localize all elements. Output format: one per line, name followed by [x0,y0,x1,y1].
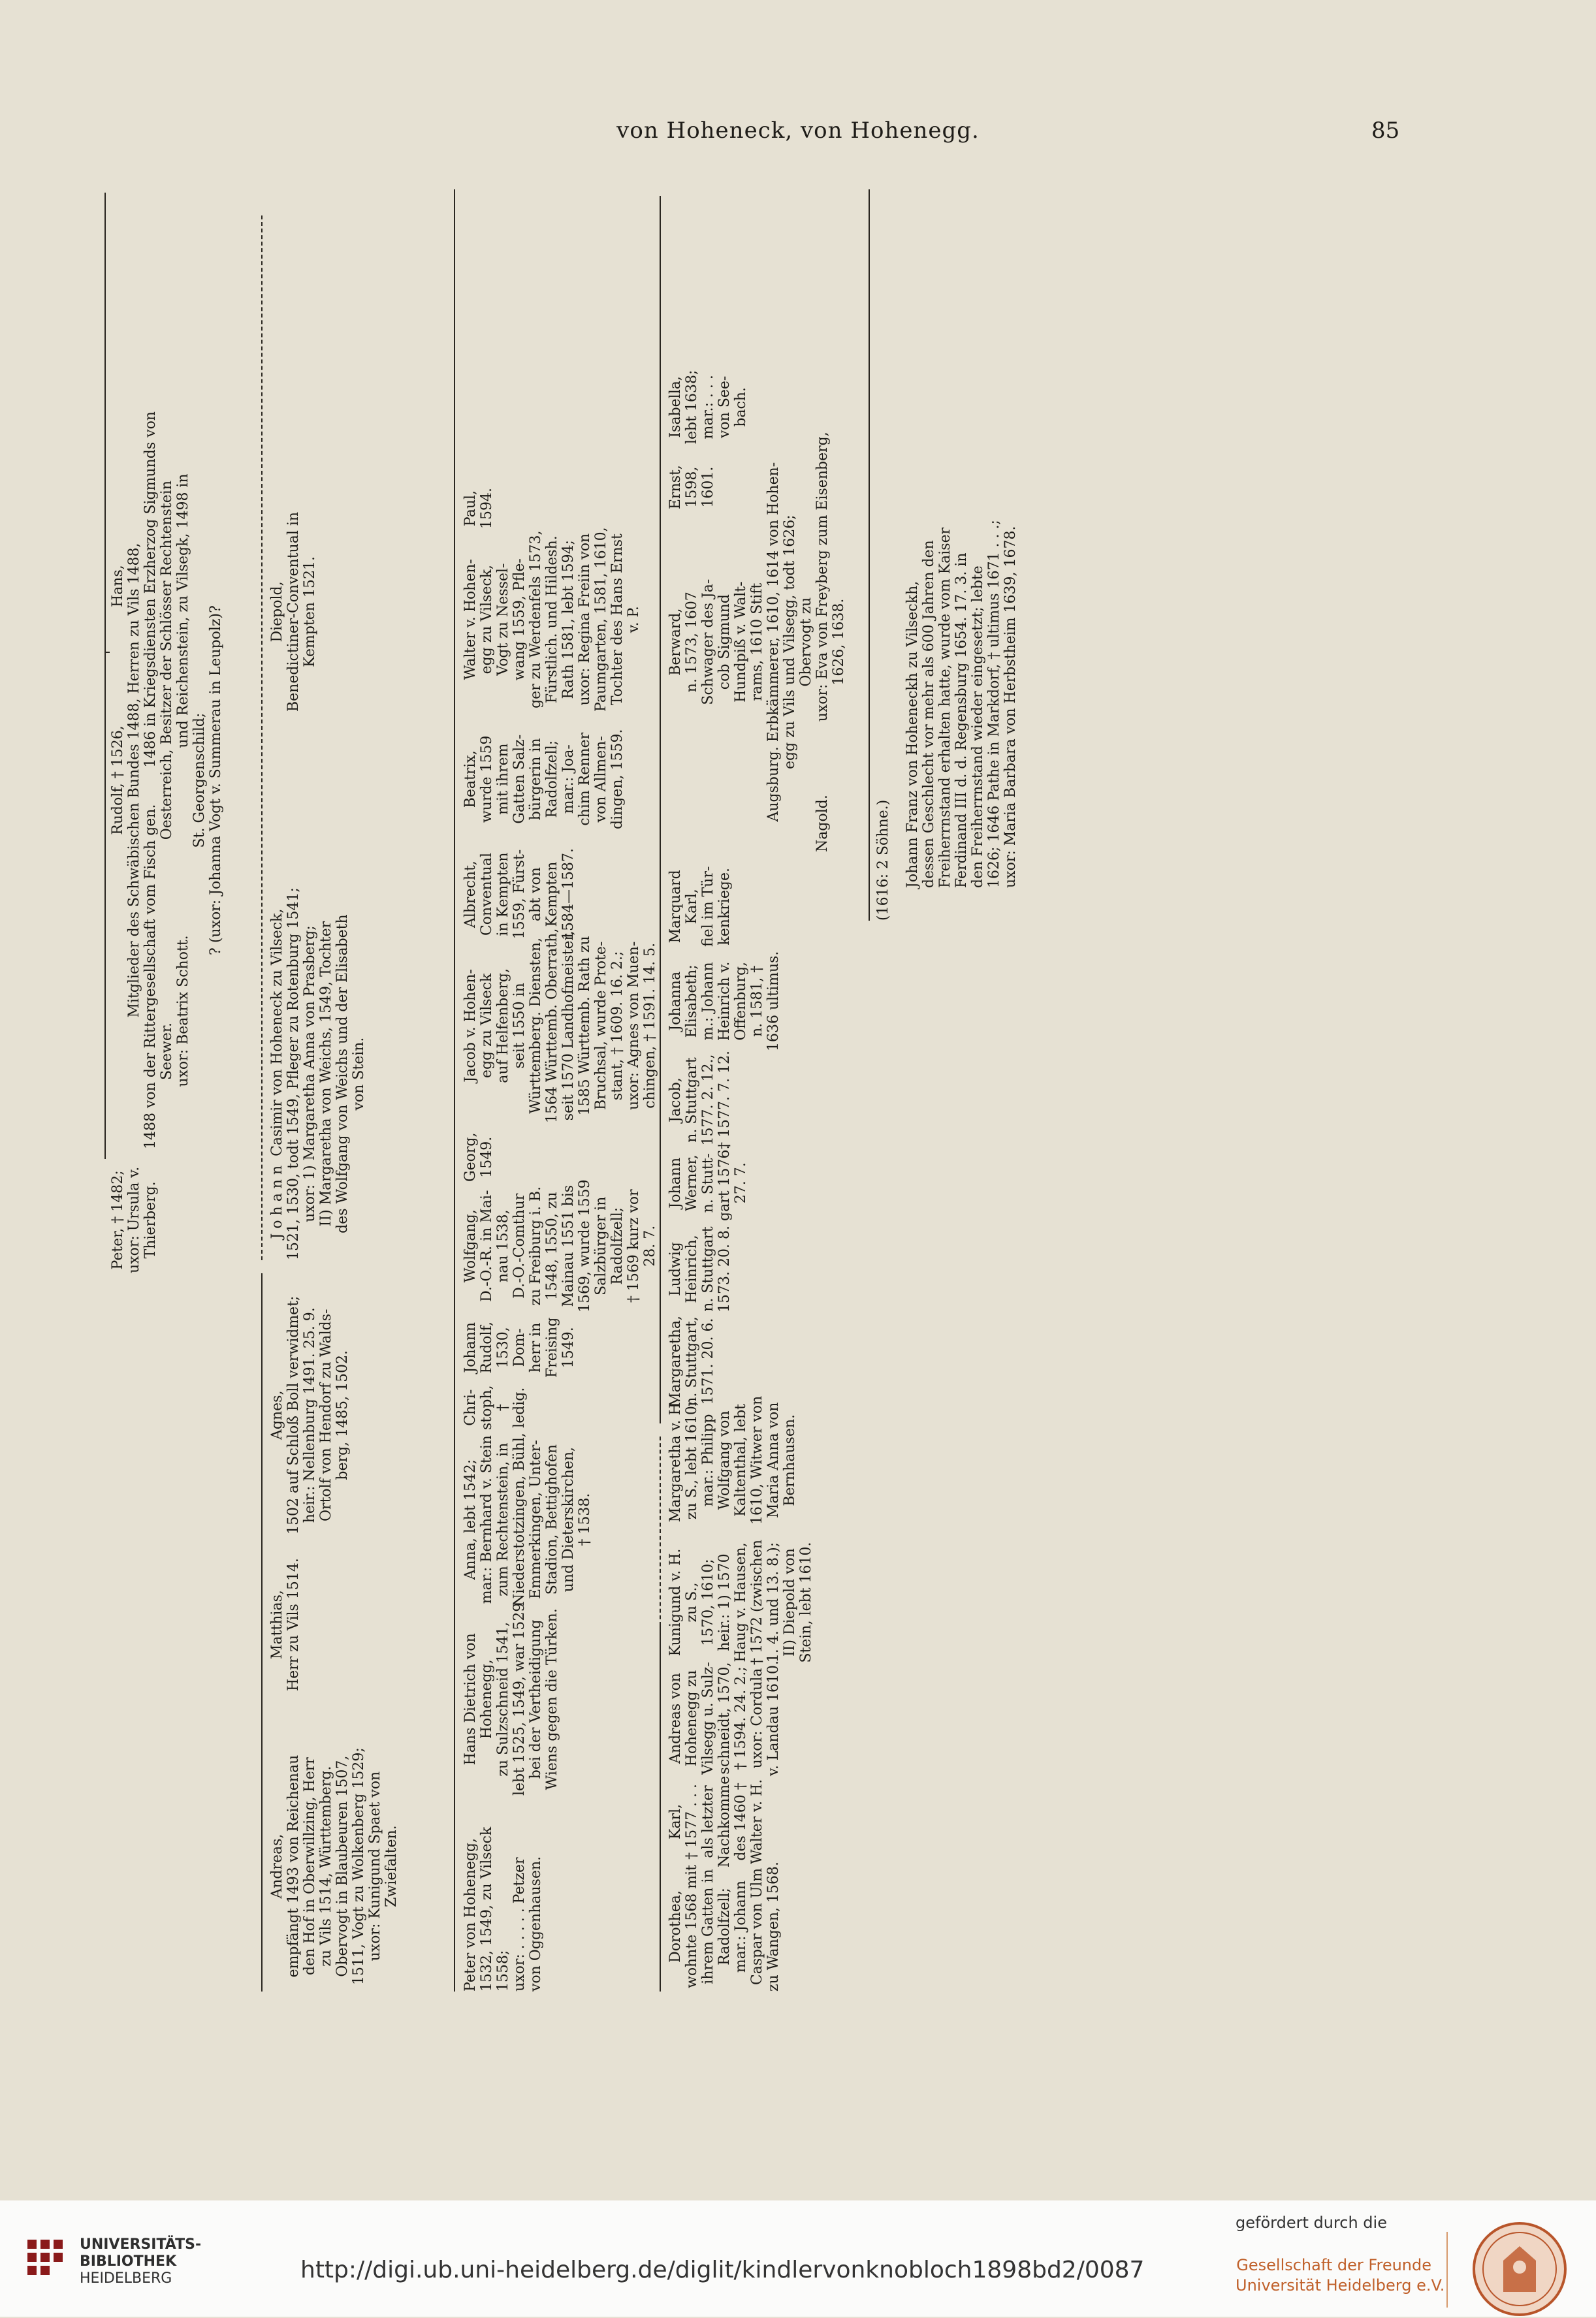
anna-entry: Anna, lebt 1542; mar.: Bernhard v. Stein zum Rechtenstein, in Niederstotzingen, Bühl, Emmerkingen, Unter- Stadion, Bettighofen und Dieterskirchen, † 1538. [462,1433,593,1606]
johann-werner-entry: Johann Werner, n. Stutt- gart 1576. 27. 7. [667,1145,749,1221]
hans-dashed-bracket [104,202,106,620]
generation-4-right-bracket [660,196,661,1423]
hans-entry: Hans, [110,565,126,607]
generation-4-dashed-bracket [660,1437,661,1626]
generation-3-bracket [454,189,455,1992]
sponsor-divider [1446,2232,1448,2308]
page-title: von Hoheneck, von Hohenegg. [616,118,980,144]
marquard-karl-entry: Marquard Karl, fiel im Tür- kenkriege. [667,866,733,947]
library-city: HEIDELBERG [80,2270,172,2287]
agnes-entry: Agnes, 1502 auf Schloß Boll verwidmet; heir.: Nellenburg 1491. 25. 9. Ortolf von Hendorf zu Walds- berg, 1485, 1502. [269,1295,351,1534]
peter-entry: Peter, † 1482; uxor: Ursula v. Thierberg. [110,1166,159,1273]
generation-4-left-bracket [660,1626,661,1992]
generation-5-bracket [869,189,870,921]
johann-rudolf-entry: Johann Rudolf, 1530, Dom- herr in Freising 1549. [462,1317,577,1378]
wolfgang-entry: Wolfgang, D.-O.-R. in Mai- nau 1538, D.-O.-Comthur zu Freiburg i. B. 1548, 1550, zu Mainau 1551 bis 1569, wurde 1559 Salzbürger in Radolfzell; † 1569 kurz vor 28. 7. [462,1179,658,1312]
johann-casimir-dashed-bracket [261,215,263,1260]
johann-casimir-entry: J o h a n n Casimir von Hoheneck zu Vilseck, 1521, 1530, todt 1549, Pfleger zu Rotenburg 1541; uxor: 1) Margaretha Anna von Prasberg; II) Margaretha von Weichs, 1549, Tochter des Wolfgang von Weichs und der Elisabeth von Stein. [269,887,367,1260]
andreas-entry: Andreas, empfängt 1493 von Reichenau den Hof in Oberwillzing, Herr zu Vils 1514, Württemberg. Obervogt in Blaubeuren 1507, 1511, Vogt zu Wolkenberg 1529; uxor: Kunigund Spaet von Zwiefalten. [269,1747,400,1985]
peter-hohenegg-entry: Peter von Hohenegg, 1532, 1549, zu Vilseck 1558; uxor: . . . . . Petzer von Oggenhausen. [462,1826,544,1992]
sons-note: (1616: 2 Söhne.) [875,799,891,921]
ernst-entry: Ernst, 1598, 1601. [667,465,716,509]
johanna-elisabeth-entry: Johanna Elisabeth; m.: Johann Heinrich v. Offenburg, n. 1581, † 1636 ultimus. [667,951,782,1051]
margaretha-entry: Margaretha, n. Stuttgart, 1571. 20. 6. [667,1315,716,1407]
georg-entry: Georg, 1549. [462,1132,495,1182]
diepold-entry: Diepold, Benedictiner-Conventual in Kempten 1521. [269,511,318,712]
genealogy-table [104,176,1084,1992]
generation-1-tick [104,652,110,653]
library-name-text: UNIVERSITÄTS- BIBLIOTHEK [80,2236,202,2270]
ludwig-heinrich-entry: Ludwig Heinrich, n. Stuttgart 1573. 20. 8. [667,1226,733,1312]
permalink-url[interactable]: http://digi.ub.uni-heidelberg.de/diglit/kindlervonknobloch1898bd2/0087 [300,2257,1145,2283]
funded-by-label: gefördert durch die [1236,2214,1387,2232]
jacob-hohenegg-entry: Jacob v. Hohen- egg zu Vilseck auf Helfenberg, seit 1550 in Württemberg. Diensten, 1564 Württemb. Oberrath, seit 1570 Landhofmeister, 1585 Württemb. Rath zu Bruchsal, wurde Prote- stant, † 1609. 16. 2.; uxor: Agnes von Muen- chingen, † 1591. 14. 5. [462,928,658,1123]
margaretha-vh-entry: Margaretha v. H. zu S., lebt 1610; mar.: Philipp Wolfgang von Kaltenthal, lebt 1610, Witwer von Maria Anna von Bernhausen. [667,1395,798,1525]
berward-entry: Berward, n. 1573, 1607 Schwager des Ja- cob Sigmund Hundpiß v. Walt- rams, 1610 Stift Augsburg. Erbkämmerer, 1610, 1614 von Hohen- egg zu Vils und Vilsegg, todt 1626; Obervogt zu Nagold. uxor: Eva von Freyberg zum Eisenberg, 1626, 1638. [667,432,847,852]
isabella-entry: Isabella, lebt 1638; mar.: . . . von See- bach. [667,370,749,444]
rudolf-entry: Rudolf, † 1526, Mitglieder des Schwäbischen Bundes 1488, Herren zu Vils 1488, 1488 von der Rittergesellschaft vom Fisch gen. 1486 in Kriegsdiensten Erzherzog Sigmunds von Seewer. Oesterreich, Besitzer der Schlösser Rechtenstein uxor: Beatrix Schott. und Reichenstein, zu Vilsegk, 1498 in St. Georgenschild; ? (uxor: Johanna Vogt v. Summerau in Leupolz)? [110,411,224,1149]
paul-entry: Paul, 1594. [462,488,495,529]
dorothea-entry: Dorothea, wohnte 1568 mit ihrem Gatten in Radolfzell; mar.: Johann Caspar von Ulm zu Wangen, 1568. [667,1862,782,1992]
walter-entry: Walter v. Hohen- egg zu Vilseck, Vogt zu Nessel- wang 1559, Pfle- ger zu Werdenfels 1573, Fürstlich. und Hildesh. Rath 1581, lebt 1594; uxor: Regina Freiin von Paumgarten, 1581, 1610, Tochter des Hans Ernst v. P. [462,527,642,712]
sponsor-name: Gesellschaft der Freunde Universität Heidelberg e.V. [1236,2256,1445,2294]
university-seal-icon [1471,2220,1569,2318]
kunigund-entry: Kunigund v. H. zu S., 1570, 1610; heir.: 1) 1570 Haug v. Hausen, † 1572 (zwischen 1. 4. und 13. 8.); II) Diepold von Stein, lebt 1610. [667,1540,814,1665]
christoph-entry: Chri- stoph, † ledig. [462,1385,528,1430]
page-number: 85 [1371,118,1400,144]
library-name [80,2236,201,2270]
johann-franz-entry: Johann Franz von Hoheneckh zu Vilseckh, dessen Geschlecht vor mehr als 600 Jahren den Freiherrnstand erhalten hatte, wurde vom Kaiser Ferdinand III d. d. Regensburg 1654. 17. 3. in den Freiherrnstand wieder eingesetzt; lebte 1626; 1646 Pathe in Markdorf, † ultimus 1671 . . .; uxor: Maria Barbara von Herbstheim 1639, 1678. [904,520,1019,888]
hans-dietrich-entry: Hans Dietrich von Hohenegg, zu Sulzschneid 1541, lebt 1525, 1549, war 1529 bei der Vertheidigung Wiens gegen die Türken. [462,1602,560,1796]
university-library-logo-icon [26,2238,65,2284]
jacob-entry: Jacob, n. Stuttgart 1577. 2. 12., † 1577. 7. 12. [667,1051,733,1149]
matthias-entry: Matthias, Herr zu Vils 1514. [269,1558,302,1691]
footer-bar [0,2200,1596,2317]
generation-2-bracket [261,1273,263,1992]
albrecht-entry: Albrecht, Conventual in Kempten 1559, Fürst- abt von Kempten 1584—1587. [462,848,577,940]
karl-entry: Karl, † 1577 . . . als letzter Nachkomme des 1460 † Walter v. H. [667,1775,765,1867]
andreas-hohenegg-entry: Andreas von Hohenegg zu Vilsegg u. Sulz- schneidt, 1570, † 1594. 24. 2.; uxor: Cordula v. Landau 1610. [667,1660,782,1776]
beatrix-entry: Beatrix, wurde 1559 mit ihrem Gatten Salz- bürgerin in Radolfzell; mar.: Joa- chim Renner von Allmen- dingen, 1559. [462,729,626,829]
